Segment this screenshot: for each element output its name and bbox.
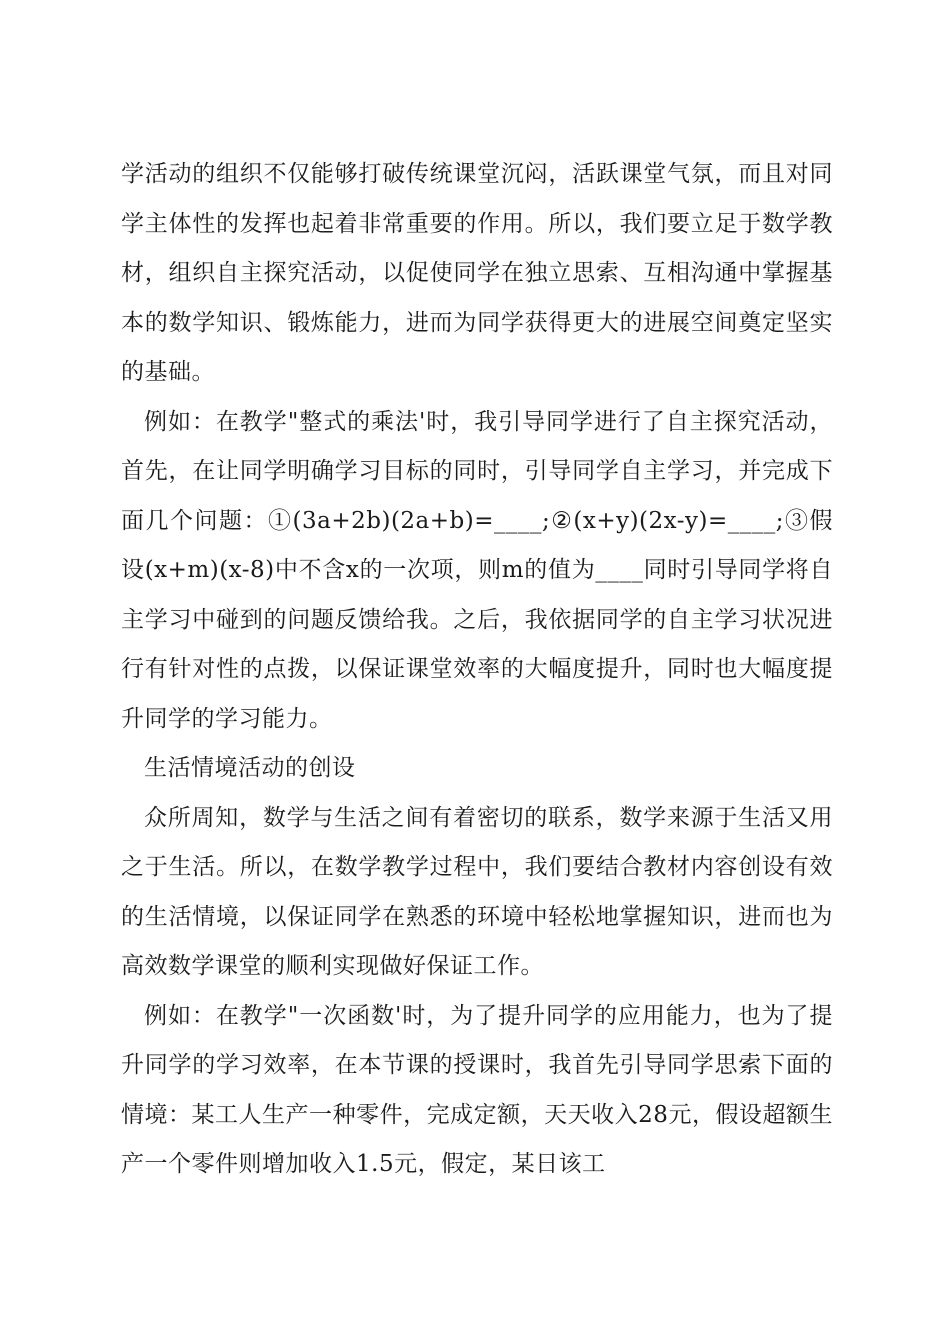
paragraph-example-linear-function: 例如：在教学"一次函数'时，为了提升同学的应用能力，也为了提升同学的学习效率，在本节课的授课时，我首先引导同学思索下面的情境：某工人生产一种零件，完成定额，天天收入28元，假设超额生产一个零件则增加收入1.5元，假定，某日该工 [121,1002,833,1177]
paragraph-example-polynomial-multiplication: 例如：在教学"整式的乘法'时，我引导同学进行了自主探究活动，首先，在让同学明确学习目标的同时，引导同学自主学习，并完成下面几个问题：①(3a+2b)(2a+b)=____;②(x+y)(2x-y)=____;③假设(x+m)(x-8)中不含x的一次项，则m的值为____同时引导同学将自主学习中碰到的问题反馈给我。之后，我依据同学的自主学习状况进行有针对性的点拨，以保证课堂效率的大幅度提升，同时也大幅度提升同学的学习能力。 [121,408,833,732]
section-heading-life-situation: 生活情境活动的创设 [144,755,356,781]
paragraph-math-and-life: 众所周知，数学与生活之间有着密切的联系，数学来源于生活又用之于生活。所以，在数学教学过程中，我们要结合教材内容创设有效的生活情境，以保证同学在熟悉的环境中轻松地掌握知识，进而也为高效数学课堂的顺利实现做好保证工作。 [121,804,833,979]
document-page [121,150,833,1190]
paragraph-continuation: 学活动的组织不仅能够打破传统课堂沉闷，活跃课堂气氛，而且对同学主体性的发挥也起着非常重要的作用。所以，我们要立足于数学教材，组织自主探究活动，以促使同学在独立思索、互相沟通中掌握基本的数学知识、锻炼能力，进而为同学获得更大的进展空间奠定坚实的基础。 [121,161,833,385]
